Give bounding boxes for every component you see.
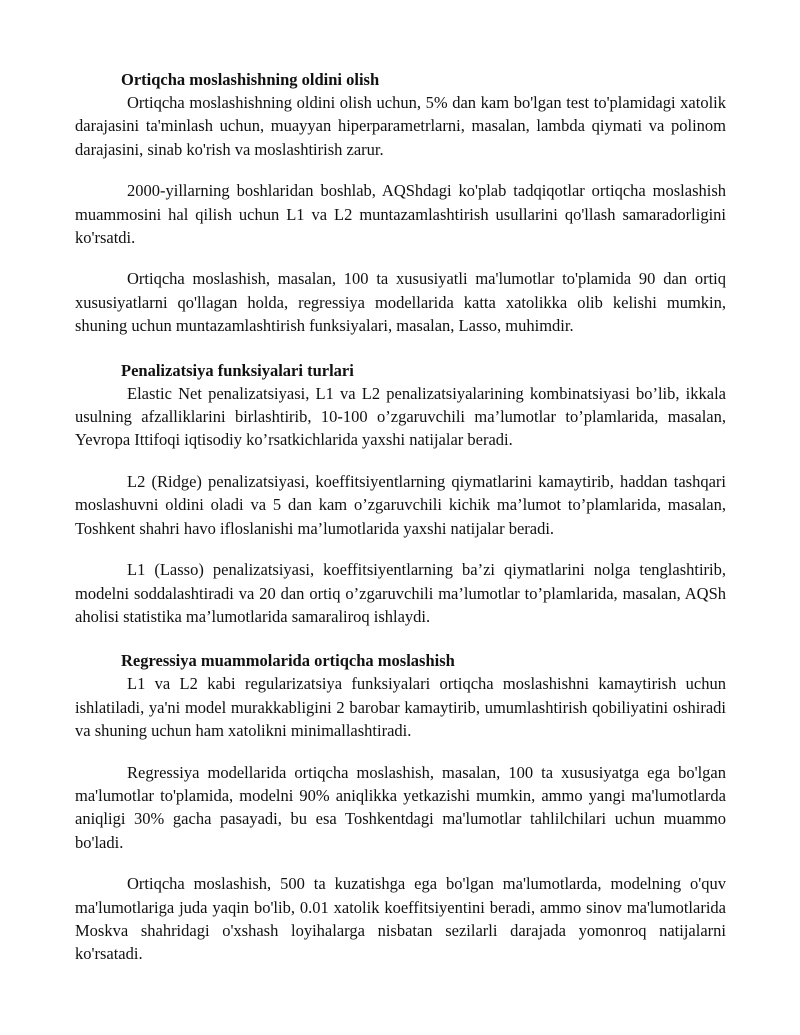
- section-heading: Regressiya muammolarida ortiqcha moslashish: [121, 651, 455, 671]
- paragraph: Elastic Net penalizatsiyasi, L1 va L2 penalizatsiyalarining kombinatsiyasi bo’lib, ikkala usulning afzalliklarini birlashtirib, 10-100 o’zgaruvchili ma’lumotlar to’plamlarida, masalan, Yevropa Ittifoqi iqtisodiy ko’rsatkichlarida yaxshi natijalar beradi.: [75, 383, 726, 450]
- paragraph: L2 (Ridge) penalizatsiyasi, koeffitsiyentlarning qiymatlarini kamaytirib, haddan tashqari moslashuvni oldini oladi va 5 dan kam o’zgaruvchili kichik ma’lumot to’plamlarida, masalan, Toshkent shahri havo ifloslanishi ma’lumotlarida yaxshi natijalar beradi.: [75, 471, 726, 538]
- paragraph: Ortiqcha moslashish, 500 ta kuzatishga ega bo'lgan ma'lumotlarda, modelning o'quv ma'lumotlariga juda yaqin bo'lib, 0.01 xatolik koeffitsiyentini beradi, ammo sinov ma'lumotlarida Moskva shahridagi o'xshash loyihalarga nisbatan sezilarli darajada yomonroq natijalarni ko'rsatadi.: [75, 874, 726, 964]
- paragraph: Ortiqcha moslashishning oldini olish uchun, 5% dan kam bo'lgan test to'plamidagi xatolik darajasini ta'minlash uchun, muayyan hiperparametrlarni, masalan, lambda qiymati va polinom darajasini, sinab ko'rish va moslashtirish zarur.: [75, 93, 726, 159]
- paragraph: 2000-yillarning boshlaridan boshlab, AQShdagi ko'plab tadqiqotlar ortiqcha moslashish muammosini hal qilish uchun L1 va L2 muntazamlashtirish usullarini qo'llash samaradorligini ko'rsatdi.: [75, 181, 726, 248]
- document-page: [75, 68, 726, 966]
- section-heading: Ortiqcha moslashishning oldini olish: [121, 70, 380, 89]
- section-penalty-types: [75, 359, 726, 629]
- section-heading: Penalizatsiya funksiyalari turlari: [121, 360, 354, 380]
- paragraph: Regressiya modellarida ortiqcha moslashish, masalan, 100 ta xususiyatga ega bo'lgan ma'lumotlar to'plamida, modelni 90% aniqlikka yetkazishi mumkin, ammo yangi ma'lumotlarda aniqligi 30% gacha pasayadi, bu esa Toshkentdagi ma'lumotlar tahlilchilari uchun muammo bo'ladi.: [75, 762, 726, 852]
- section-overfitting-prevention: [75, 68, 726, 338]
- paragraph: L1 (Lasso) penalizatsiyasi, koeffitsiyentlarning ba’zi qiymatlarini nolga tenglashtirib, modelni soddalashtiradi va 20 dan ortiq o’zgaruvchili ma’lumotlar to’plamlarida, masalan, AQSh aholisi statistika ma’lumotlarida samaraliroq ishlaydi.: [75, 560, 726, 626]
- section-regression-overfitting: [75, 649, 726, 965]
- paragraph: L1 va L2 kabi regularizatsiya funksiyalari ortiqcha moslashishni kamaytirish uchun ishlatiladi, ya'ni model murakkabligini 2 barobar kamaytirib, umumlashtirish qobiliyatini oshiradi va shuning uchun ham xatolikni minimallashtiradi.: [75, 674, 726, 741]
- paragraph: Ortiqcha moslashish, masalan, 100 ta xususiyatli ma'lumotlar to'plamida 90 dan ortiq xususiyatlarni qo'llagan holda, regressiya modellarida katta xatolikka olib kelishi mumkin, shuning uchun muntazamlashtirish funksiyalari, masalan, Lasso, muhimdir.: [75, 269, 726, 336]
